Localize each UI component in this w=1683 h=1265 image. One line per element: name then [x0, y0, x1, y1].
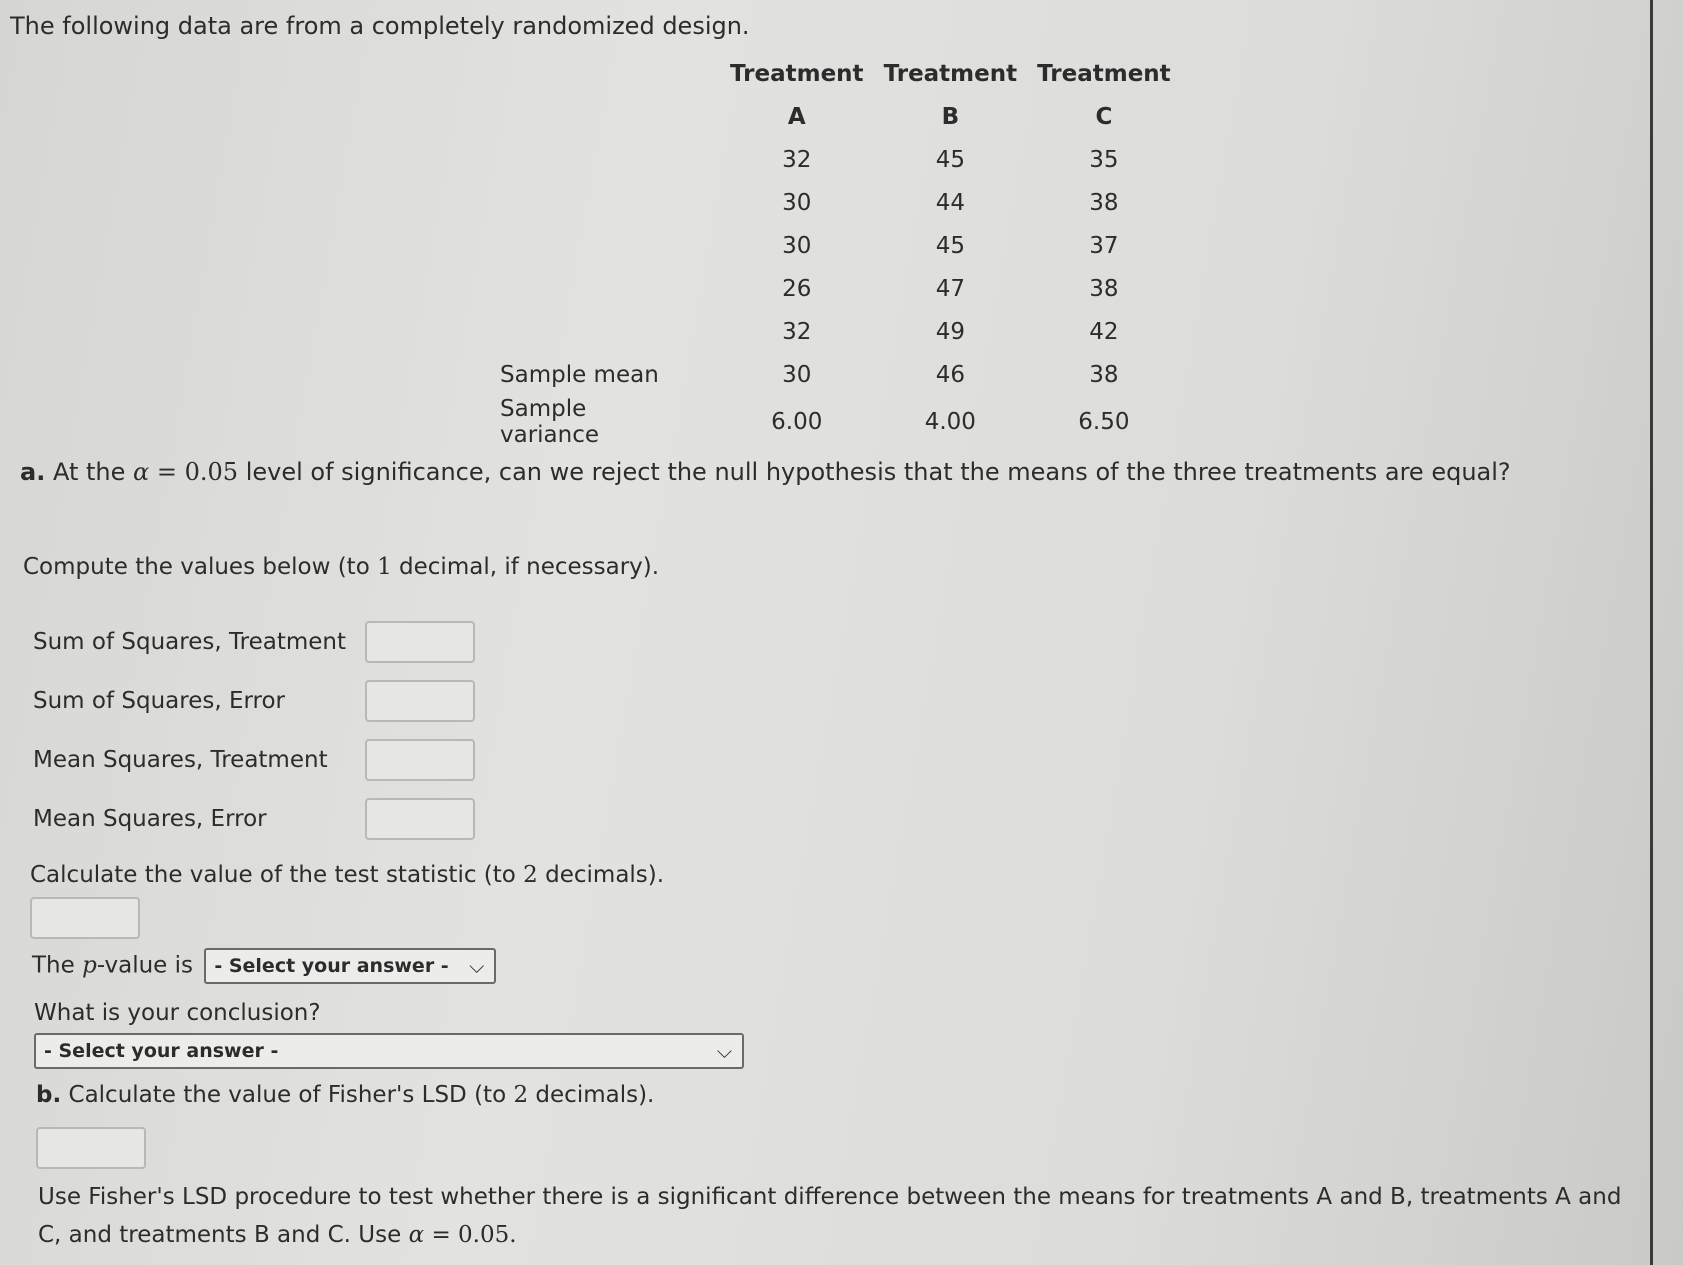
ss-error-label: Sum of Squares, Error: [33, 687, 286, 714]
cell: 37: [1089, 232, 1119, 259]
field-ms-treatment: [33, 739, 475, 781]
table-row: [500, 138, 1181, 181]
cell: 38: [1089, 361, 1119, 388]
cell: 45: [935, 146, 965, 173]
table-row: [500, 181, 1181, 224]
sample-variance-label: Sample variance: [500, 396, 600, 448]
cell: 45: [935, 232, 965, 259]
field-ss-error: [33, 680, 475, 722]
fisher-lsd-input[interactable]: [36, 1127, 146, 1169]
cell: 4.00: [924, 409, 976, 435]
ms-error-label: Mean Squares, Error: [33, 805, 267, 832]
sample-variance-row: [500, 396, 1181, 448]
question-a: [20, 458, 1511, 486]
cell: 30: [782, 189, 812, 216]
question-a-text-after: level of significance, can we reject the null hypothesis that the means of the three treatments are equal?: [245, 458, 1511, 486]
sample-mean-label: Sample mean: [500, 361, 659, 388]
test-statistic-prompt: Calculate the value of the test statistic (to 2 decimals).: [30, 862, 665, 888]
intro-text: The following data are from a completely randomized design.: [10, 12, 750, 40]
question-a-prefix: a.: [20, 458, 46, 486]
table-row: [500, 224, 1181, 267]
sample-mean-row: [500, 353, 1181, 396]
cell: 35: [1089, 146, 1119, 173]
cell: 46: [935, 361, 965, 388]
header-a-line1: Treatment: [730, 60, 864, 87]
question-b: b. Calculate the value of Fisher's LSD (to 2 decimals).: [36, 1082, 655, 1108]
cell: 6.50: [1078, 409, 1130, 435]
cell: 38: [1089, 275, 1119, 302]
cell: 47: [935, 275, 965, 302]
test-statistic-input[interactable]: [30, 897, 140, 939]
header-c-line2: C: [1095, 103, 1113, 130]
ms-treatment-label: Mean Squares, Treatment: [33, 746, 328, 773]
table-header-row: [500, 52, 1181, 95]
field-ss-treatment: [33, 621, 475, 663]
cell: 30: [782, 361, 812, 388]
ms-treatment-input[interactable]: [365, 739, 475, 781]
alpha-value: = 0.05: [156, 458, 239, 486]
data-table: [500, 52, 1181, 448]
cell: 6.00: [771, 409, 823, 435]
lsd-instruction: Use Fisher's LSD procedure to test whether there is a significant difference between the means for treatments A and B, treatments A and C, and treatments B and C. Use α = 0.05.: [38, 1184, 1622, 1248]
header-b-line2: B: [941, 103, 960, 130]
cell: 26: [782, 275, 812, 302]
header-a-line2: A: [787, 103, 806, 130]
header-b-line1: Treatment: [883, 60, 1018, 87]
cell: 38: [1089, 189, 1119, 216]
p-value-row: The p-value is - Select your answer - ⌵: [32, 948, 496, 984]
table-row: [500, 310, 1181, 353]
field-ms-error: [33, 798, 475, 840]
alpha-symbol: α: [133, 458, 150, 486]
chevron-down-icon: ⌵: [716, 1039, 732, 1063]
ss-error-input[interactable]: [365, 680, 475, 722]
cell: 30: [782, 232, 812, 259]
cell: 42: [1089, 318, 1119, 345]
cell: 32: [782, 318, 812, 345]
p-value-select[interactable]: - Select your answer - ⌵: [204, 948, 496, 984]
header-c-line1: Treatment: [1037, 60, 1171, 87]
table-row: [500, 267, 1181, 310]
table-header-row-2: [500, 95, 1181, 138]
ss-treatment-label: Sum of Squares, Treatment: [33, 628, 346, 655]
question-a-text-before: At the: [52, 458, 126, 486]
ms-error-input[interactable]: [365, 798, 475, 840]
cell: 44: [935, 189, 965, 216]
ss-treatment-input[interactable]: [365, 621, 475, 663]
cell: 32: [782, 146, 812, 173]
chevron-down-icon: ⌵: [469, 954, 485, 978]
compute-prompt: Compute the values below (to 1 decimal, if necessary).: [23, 554, 660, 580]
conclusion-select[interactable]: - Select your answer - ⌵: [34, 1033, 744, 1069]
cell: 49: [935, 318, 965, 345]
conclusion-question: What is your conclusion?: [34, 1000, 321, 1026]
